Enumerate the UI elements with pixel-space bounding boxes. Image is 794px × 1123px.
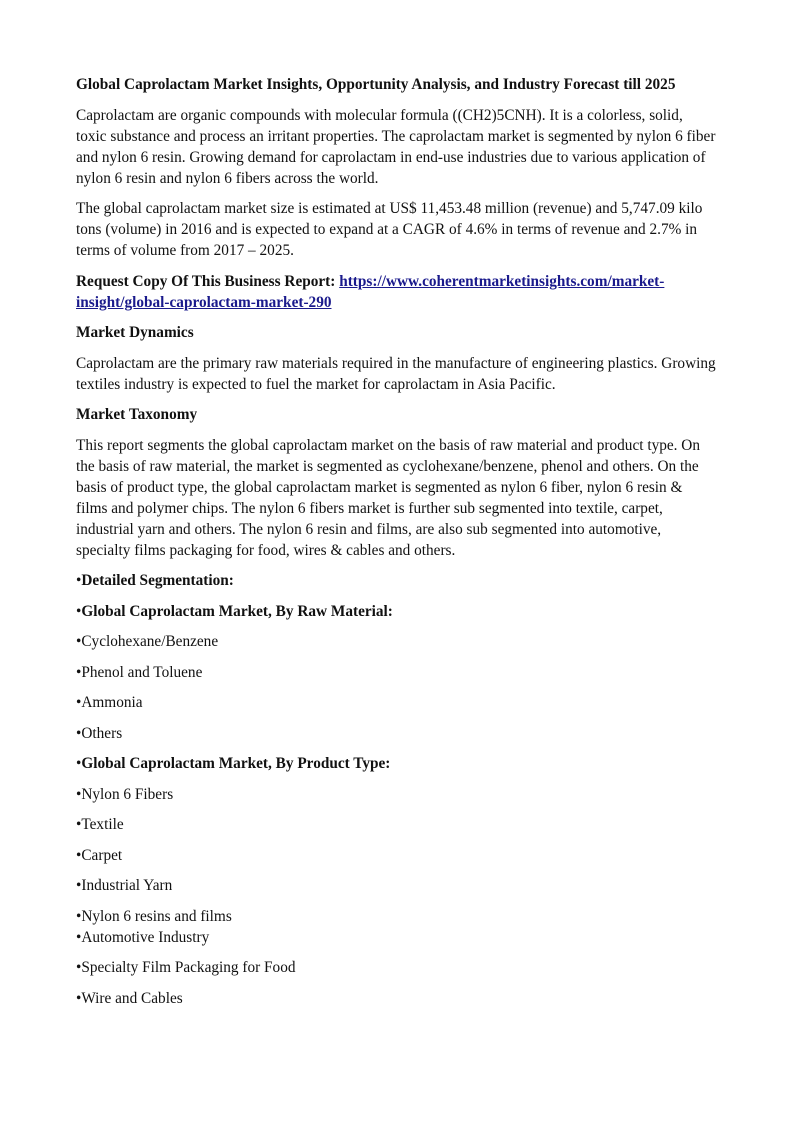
intro-paragraph: Caprolactam are organic compounds with molecular formula ((CH2)5CNH). It is a colorless, solid, toxic substance and process an irritant properties. The caprolactam market is segmented by nylon 6 fiber and nylon 6 resin. Growing demand for caprolactam in end-use industries due to various application of nylon 6 resin and nylon 6 fibers across the world.	[76, 106, 716, 187]
market-size-paragraph: The global caprolactam market size is estimated at US$ 11,453.48 million (revenue) and 5,747.09 kilo tons (volume) in 2016 and is expected to expand at a CAGR of 4.6% in terms of revenue and 2.7% in terms of volume from 2017 – 2025.	[76, 200, 703, 259]
bullet: •	[76, 755, 82, 772]
detailed-segmentation-heading: •Detailed Segmentation:	[76, 572, 234, 589]
bullet: •	[76, 846, 82, 864]
list-item: •Nylon 6 Fibers	[76, 785, 174, 803]
list-item: •Wire and Cables	[76, 989, 183, 1007]
product-type-heading: •Global Caprolactam Market, By Product Type:	[76, 755, 391, 772]
bullet: •	[76, 907, 82, 925]
bullet: •	[76, 928, 82, 946]
bullet: •	[76, 724, 82, 742]
report-link[interactable]: https://www.coherentmarketinsights.com/market-insight/global-caprolactam-market-290	[76, 272, 665, 311]
list-item: •Phenol and Toluene	[76, 663, 203, 681]
market-taxonomy-heading: Market Taxonomy	[76, 406, 198, 423]
bullet: •	[76, 816, 82, 833]
request-copy-line	[76, 271, 716, 313]
bullet: •	[76, 785, 82, 803]
list-item: •Specialty Film Packaging for Food	[76, 959, 296, 976]
list-item: •Automotive Industry	[76, 928, 210, 946]
request-copy-label: Request Copy Of This Business Report:	[76, 272, 340, 290]
list-item: •Others	[76, 724, 123, 742]
market-taxonomy-text: This report segments the global caprolactam market on the basis of raw material and product type. On the basis of raw material, the market is segmented as cyclohexane/benzene, phenol and others. On the basis of product type, the global caprolactam market is segmented as nylon 6 fiber, nylon 6 resin & films and polymer chips. The nylon 6 fibers market is further sub segmented into textile, carpet, industrial yarn and others. The nylon 6 resin and films, are also sub segmented into automotive, specialty films packaging for food, wires & cables and others.	[76, 436, 700, 559]
bullet: •	[76, 877, 82, 894]
bullet: •	[76, 663, 82, 681]
bullet: •	[76, 989, 82, 1007]
market-dynamics-heading: Market Dynamics	[76, 324, 194, 341]
bullet: •	[76, 694, 82, 711]
list-item: •Ammonia	[76, 694, 143, 711]
bullet: •	[76, 602, 82, 620]
market-dynamics-text: Caprolactam are the primary raw materials required in the manufacture of engineering plastics. Growing textiles industry is expected to fuel the market for caprolactam in Asia Pacific.	[76, 354, 716, 393]
bullet: •	[76, 633, 82, 650]
bullet: •	[76, 572, 82, 589]
raw-material-heading: •Global Caprolactam Market, By Raw Material:	[76, 602, 393, 620]
list-item: •Industrial Yarn	[76, 877, 173, 894]
list-item: •Carpet	[76, 846, 123, 864]
bullet: •	[76, 959, 82, 976]
list-item: •Nylon 6 resins and films	[76, 907, 232, 925]
list-item: •Textile	[76, 816, 124, 833]
document-title: Global Caprolactam Market Insights, Opportunity Analysis, and Industry Forecast till 2025	[76, 76, 676, 93]
list-item: •Cyclohexane/Benzene	[76, 633, 219, 650]
document-page	[76, 74, 716, 1018]
